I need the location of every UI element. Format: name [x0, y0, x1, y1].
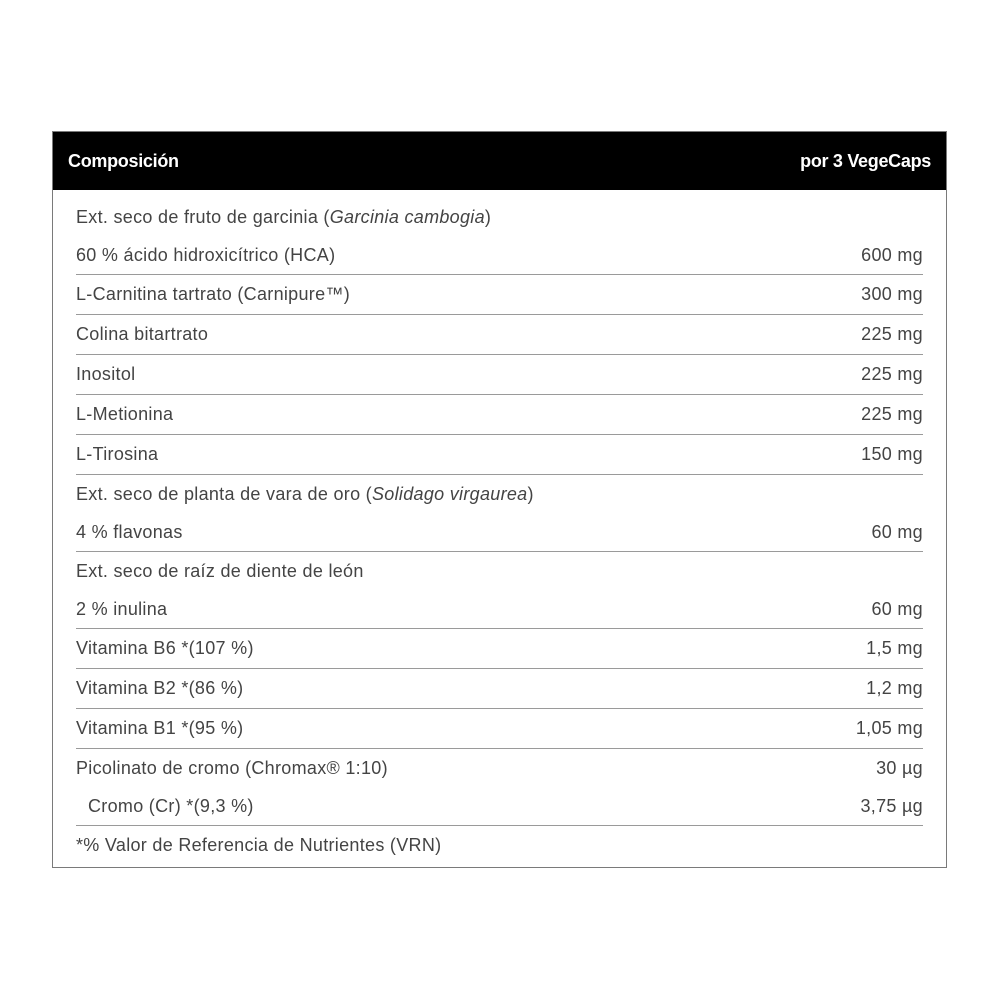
- table-row: [76, 590, 923, 628]
- table-row: [76, 315, 923, 354]
- table-row: [76, 552, 923, 590]
- ingredient-label: [76, 484, 534, 505]
- ingredient-label-text: Ext. seco de fruto de garcinia (: [76, 206, 330, 227]
- table-row: [76, 435, 923, 474]
- ingredient-amount: 1,2 mg: [866, 678, 923, 698]
- table-row: [76, 826, 923, 865]
- ingredient-amount: 300 mg: [861, 284, 923, 304]
- ingredient-label: Cromo (Cr) *(9,3 %): [88, 795, 254, 816]
- ingredient-label: L-Tirosina: [76, 444, 159, 464]
- ingredient-amount: 1,5 mg: [866, 638, 923, 658]
- table-row: [76, 513, 923, 551]
- ingredient-label: Picolinato de cromo (Chromax® 1:10): [76, 757, 388, 778]
- table-row-group: [76, 709, 923, 749]
- ingredient-amount: 30 µg: [876, 757, 923, 778]
- ingredient-label: 4 % flavonas: [76, 521, 183, 542]
- ingredient-label: 2 % inulina: [76, 598, 168, 619]
- ingredient-amount: 150 mg: [861, 444, 923, 464]
- table-row-group: [76, 826, 923, 865]
- table-body: [76, 198, 923, 865]
- ingredient-amount: 60 mg: [871, 598, 923, 619]
- table-row: [76, 198, 923, 236]
- ingredient-label: Colina bitartrato: [76, 324, 209, 344]
- ingredient-label-text: ): [484, 206, 492, 227]
- ingredient-amount: 225 mg: [861, 324, 923, 344]
- ingredient-latin-name: Solidago virgaurea: [371, 483, 528, 504]
- table-header: [53, 132, 946, 190]
- composition-table: [52, 131, 947, 868]
- ingredient-latin-name: Garcinia cambogia: [329, 206, 485, 227]
- table-row: [76, 236, 923, 274]
- ingredient-label: 60 % ácido hidroxicítrico (HCA): [76, 244, 336, 265]
- table-row: [76, 395, 923, 434]
- ingredient-amount: 3,75 µg: [860, 795, 923, 816]
- ingredient-label: L-Carnitina tartrato (Carnipure™): [76, 284, 350, 304]
- table-row: [76, 275, 923, 314]
- ingredient-label: L-Metionina: [76, 404, 174, 424]
- table-row: [76, 787, 923, 825]
- ingredient-amount: 60 mg: [871, 521, 923, 542]
- ingredient-label-text: ): [527, 483, 534, 504]
- table-row-group: [76, 395, 923, 435]
- table-row-group: [76, 198, 923, 275]
- ingredient-amount: 225 mg: [861, 404, 923, 424]
- ingredient-label: Ext. seco de raíz de diente de león: [76, 560, 364, 581]
- table-row: [76, 475, 923, 513]
- ingredient-label: *% Valor de Referencia de Nutrientes (VRN): [76, 835, 442, 855]
- ingredient-label: Vitamina B6 *(107 %): [76, 638, 254, 658]
- ingredient-label: Vitamina B1 *(95 %): [76, 718, 244, 738]
- header-composition: Composición: [68, 150, 179, 171]
- table-row: [76, 709, 923, 748]
- ingredient-label-text: Ext. seco de planta de vara de oro (: [76, 483, 372, 504]
- table-row-group: [76, 749, 923, 826]
- header-serving: por 3 VegeCaps: [800, 150, 931, 171]
- ingredient-amount: 225 mg: [861, 364, 923, 384]
- table-row-group: [76, 669, 923, 709]
- table-row-group: [76, 355, 923, 395]
- ingredient-label: Vitamina B2 *(86 %): [76, 678, 244, 698]
- ingredient-amount: 600 mg: [861, 244, 923, 265]
- table-row: [76, 355, 923, 394]
- table-row: [76, 669, 923, 708]
- table-row-group: [76, 435, 923, 475]
- table-row: [76, 629, 923, 668]
- table-row-group: [76, 552, 923, 629]
- ingredient-label: [76, 207, 491, 228]
- table-row: [76, 749, 923, 787]
- ingredient-label: Inositol: [76, 364, 136, 384]
- table-row-group: [76, 629, 923, 669]
- ingredient-amount: 1,05 mg: [855, 718, 923, 738]
- table-row-group: [76, 315, 923, 355]
- table-row-group: [76, 275, 923, 315]
- table-row-group: [76, 475, 923, 552]
